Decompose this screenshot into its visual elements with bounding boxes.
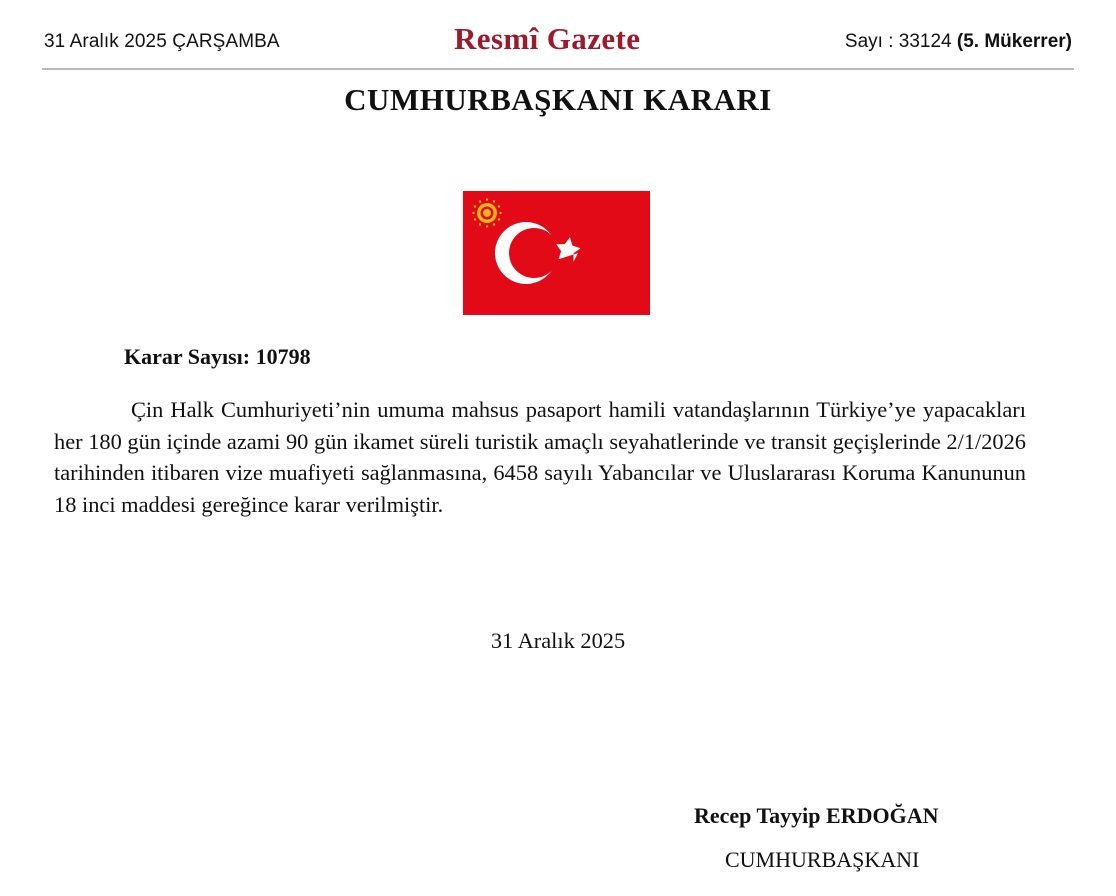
issue-number — [845, 31, 1072, 53]
decision-body-text: Çin Halk Cumhuriyeti’nin umuma mahsus pasaport hamili vatandaşlarının Türkiye’ye yapacakları her 180 gün içinde azami 90 gün ikamet süreli turistik amaçlı seyahatlerinde ve transit geçişlerinde 2/1/2026 tarihinden itibaren vize muafiyeti sağlanmasına, 6458 sayılı Yabancılar ve Uluslararası Koruma Kanununun 18 inci maddesi gereğince karar verilmiştir. — [54, 397, 1026, 517]
turkish-flag-icon — [463, 191, 650, 315]
issue-label: Sayı : 33124 — [844, 31, 952, 52]
decision-number: Karar Sayısı: 10798 — [124, 344, 311, 369]
publication-date: 31 Aralık 2025 ÇARŞAMBA — [44, 31, 280, 52]
signing-date: 31 Aralık 2025 — [490, 628, 626, 653]
signer-title: CUMHURBAŞKANI — [725, 847, 920, 872]
issue-extra: (5. Mükerrer) — [956, 31, 1072, 52]
signer-name: Recep Tayyip ERDOĞAN — [694, 803, 939, 828]
gazette-header — [42, 20, 1074, 70]
document-title: CUMHURBAŞKANI KARARI — [344, 82, 772, 117]
publication-title: Resmî Gazete — [454, 21, 641, 56]
